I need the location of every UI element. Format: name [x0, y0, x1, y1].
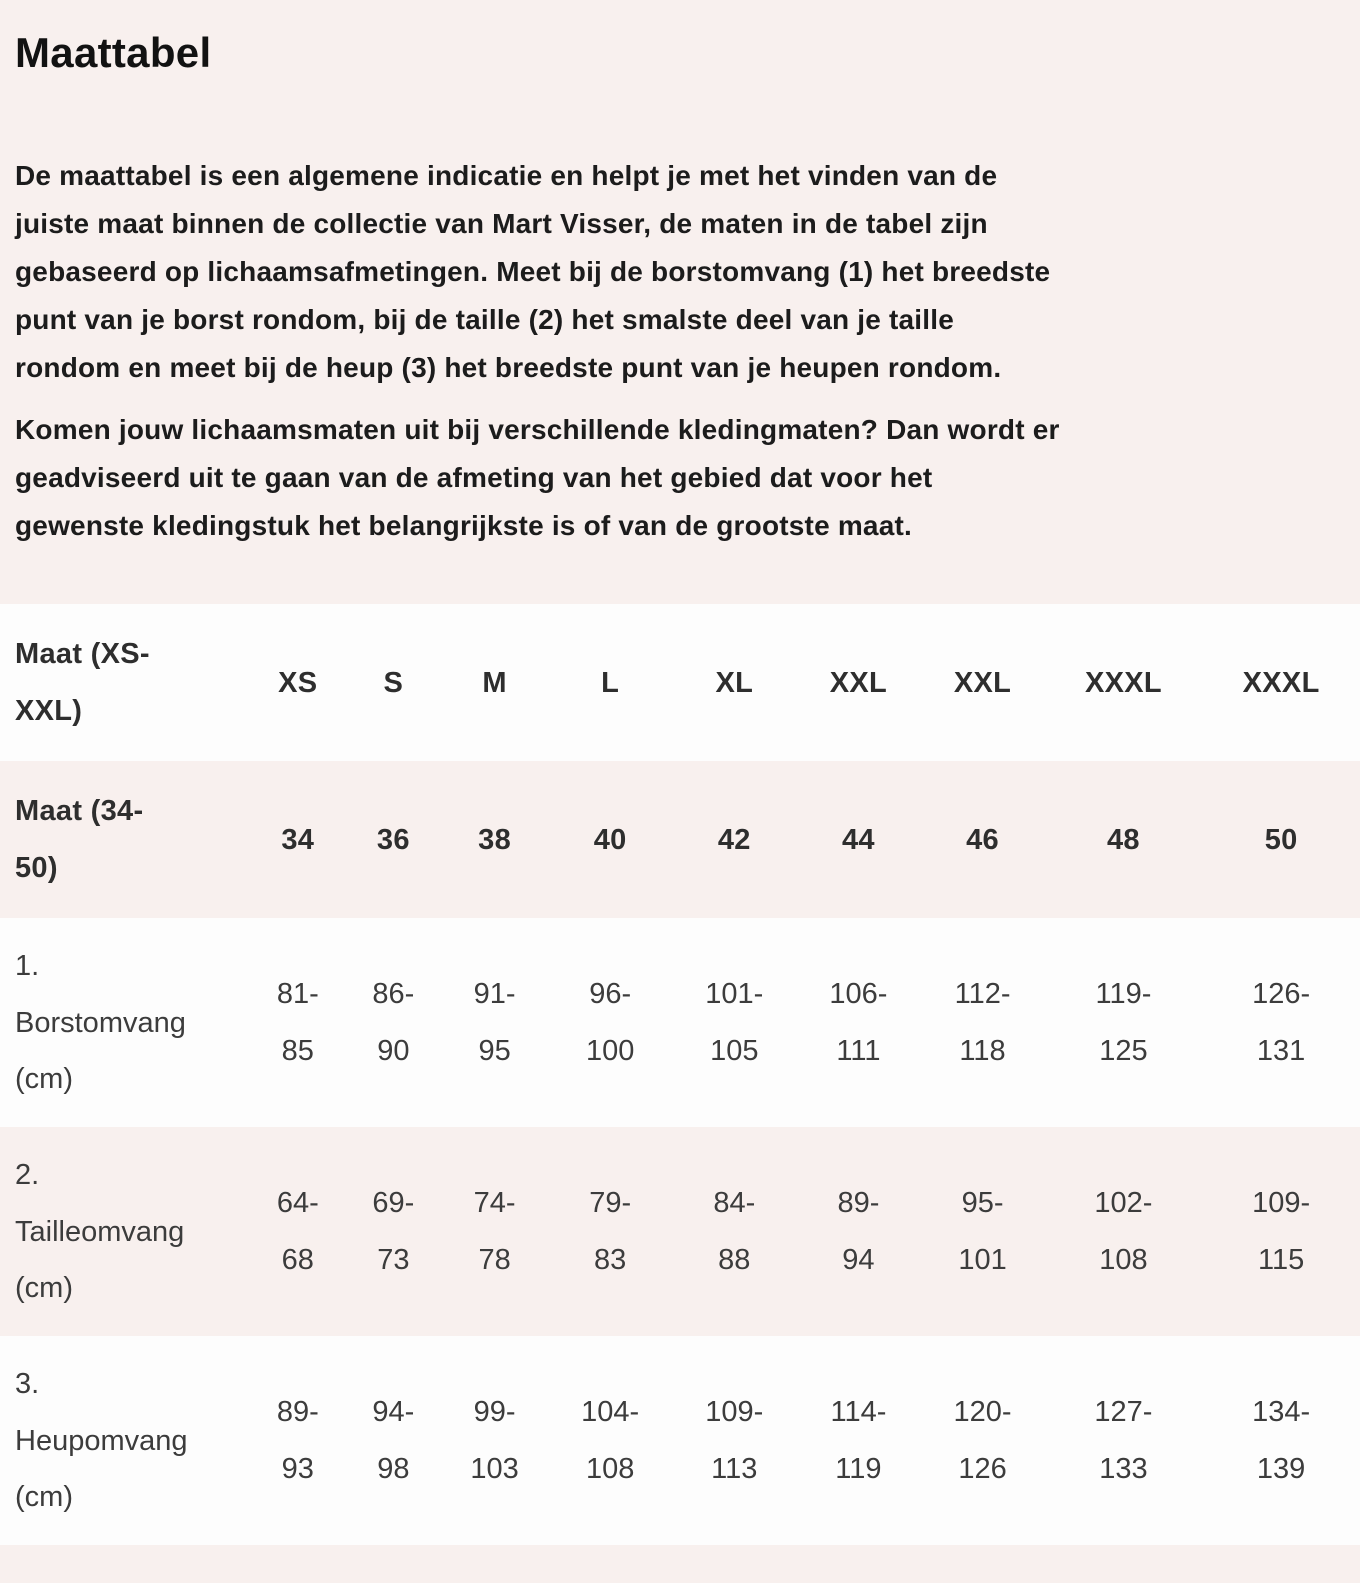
size-header-cell: XL — [715, 666, 754, 699]
advice-paragraph: Komen jouw lichaamsmaten uit bij verschillende kledingmaten? Dan wordt er geadviseerd uit te gaan van de afmeting van het gebied dat voor het gewenste kledingstuk het belangrijkste is of van de grootste maat. — [15, 414, 1060, 542]
size-header-cell: XXL — [953, 666, 1012, 699]
measurement-cell: 89- 94 — [837, 1187, 880, 1276]
measurement-cell: 96- 100 — [585, 978, 635, 1067]
measurement-cell: 126- 131 — [1252, 978, 1311, 1067]
size-header-cell: XXXL — [1242, 666, 1320, 699]
measurement-cell: 101- 105 — [705, 978, 764, 1067]
row-label: 3. Heupomvang (cm) — [15, 1368, 188, 1514]
measurement-cell: 109- 115 — [1252, 1187, 1311, 1276]
measurement-cell: 134- 139 — [1252, 1396, 1311, 1485]
size-table — [0, 604, 1360, 1545]
size-header-cell: XXL — [829, 666, 888, 699]
measurement-cell: 120- 126 — [953, 1396, 1012, 1485]
measurement-cell: 94- 98 — [372, 1396, 415, 1485]
measurement-cell: 104- 108 — [581, 1396, 640, 1485]
measurement-cell: 127- 133 — [1094, 1396, 1153, 1485]
size-header-cell: 40 — [593, 823, 627, 856]
measurement-cell: 79- 83 — [589, 1187, 632, 1276]
measurement-cell: 74- 78 — [473, 1187, 516, 1276]
size-table-row — [0, 761, 1360, 918]
size-header-cell: 50 — [1264, 823, 1298, 856]
size-header-cell: M — [482, 666, 507, 699]
row-label: Maat (34- 50) — [15, 795, 144, 884]
row-label: 1. Borstomvang (cm) — [15, 950, 186, 1096]
measurement-cell: 84- 88 — [713, 1187, 756, 1276]
size-header-cell: L — [601, 666, 620, 699]
measurement-cell: 99- 103 — [470, 1396, 519, 1485]
measurement-cell: 64- 68 — [276, 1187, 319, 1276]
measurement-cell: 106- 111 — [829, 978, 888, 1067]
size-header-cell: XXXL — [1084, 666, 1162, 699]
row-label: Maat (XS- XXL) — [15, 638, 150, 727]
size-header-cell: 34 — [281, 823, 315, 856]
measurement-cell: 86- 90 — [372, 978, 415, 1067]
size-table-row — [0, 604, 1360, 761]
size-header-cell: 38 — [478, 823, 512, 856]
size-header-cell: S — [383, 666, 404, 699]
measurement-cell: 95- 101 — [958, 1187, 1007, 1276]
size-header-cell: 48 — [1107, 823, 1140, 856]
size-header-cell: XS — [278, 666, 318, 699]
size-table-row — [0, 1336, 1360, 1545]
size-table-row — [0, 918, 1360, 1127]
measurement-cell: 114- 119 — [830, 1396, 887, 1485]
measurement-cell: 112- 118 — [954, 978, 1011, 1067]
size-header-cell: 36 — [376, 823, 410, 856]
measurement-cell: 102- 108 — [1094, 1187, 1153, 1276]
measurement-cell: 81- 85 — [276, 978, 319, 1067]
intro-paragraph: De maattabel is een algemene indicatie en helpt je met het vinden van de juiste maat binnen de collectie van Mart Visser, de maten in de tabel zijn gebaseerd op lichaamsafmetingen. Meet bij de borstomvang (1) het breedste punt van je borst rondom, bij de taille (2) het smalste deel van je taille rondom en meet bij de heup (3) het breedste punt van je heupen rondom. — [15, 160, 1051, 384]
size-guide-page — [0, 28, 1360, 1545]
size-header-cell: 46 — [966, 823, 999, 856]
row-label: 2. Tailleomvang (cm) — [15, 1159, 185, 1305]
size-table-body — [0, 604, 1360, 1545]
size-header-cell: 44 — [841, 823, 875, 856]
measurement-cell: 119- 125 — [1095, 978, 1152, 1067]
measurement-cell: 89- 93 — [276, 1396, 319, 1485]
page-title: Maattabel — [15, 29, 212, 76]
size-table-row — [0, 1127, 1360, 1336]
measurement-cell: 69- 73 — [372, 1187, 415, 1276]
size-header-cell: 42 — [717, 823, 751, 856]
measurement-cell: 109- 113 — [705, 1396, 764, 1485]
measurement-cell: 91- 95 — [473, 978, 516, 1067]
